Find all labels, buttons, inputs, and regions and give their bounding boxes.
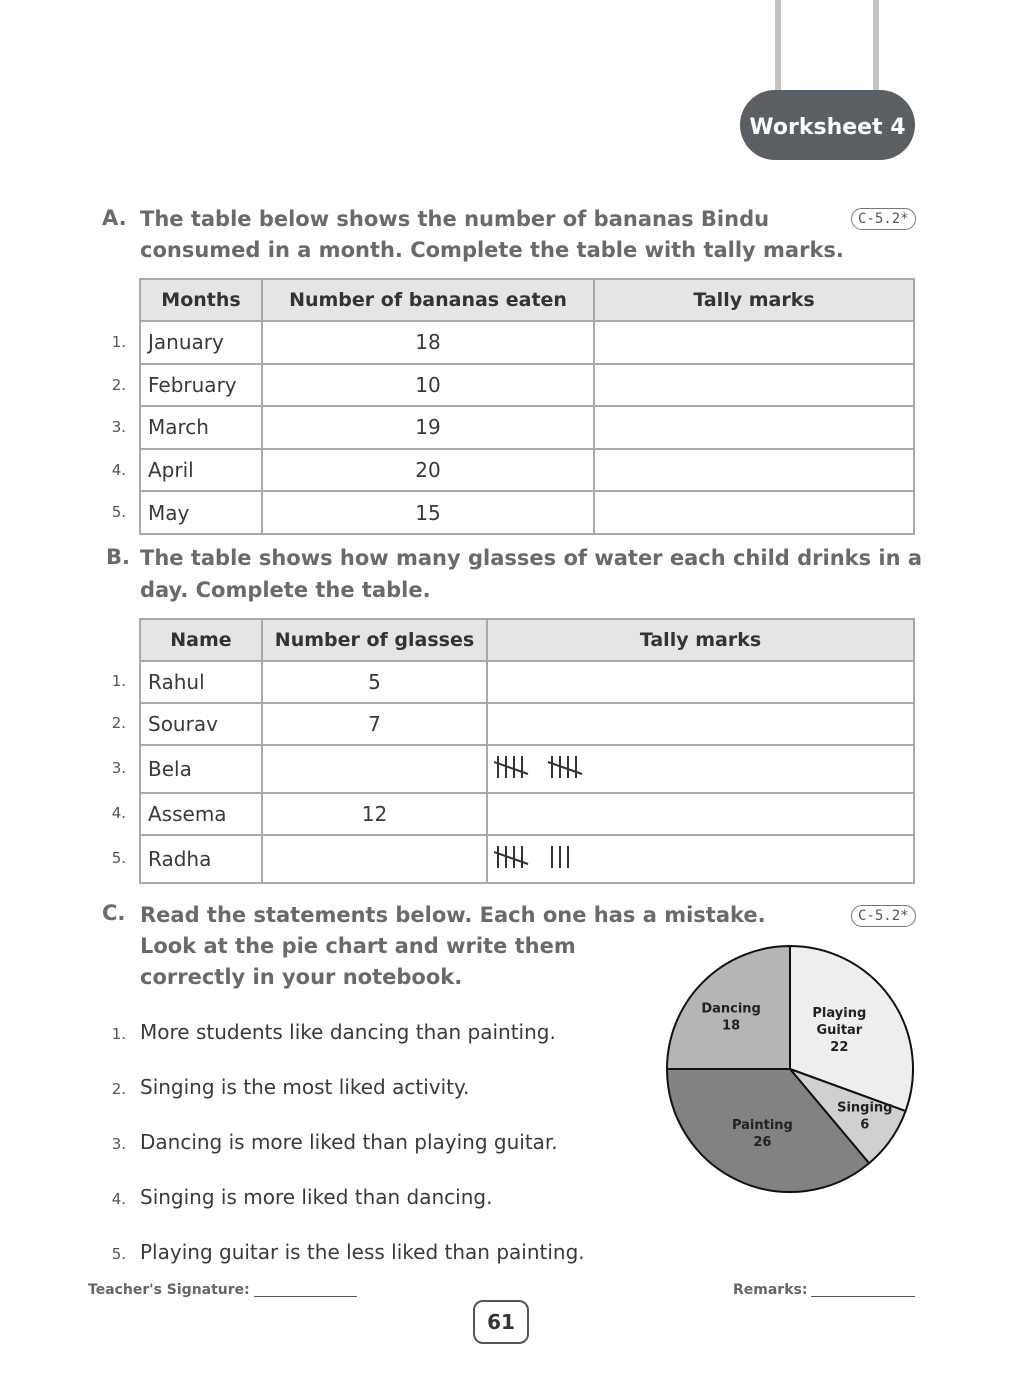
bananas-count-cell: 20 — [262, 449, 594, 492]
page-number — [473, 1300, 529, 1344]
remarks-line — [811, 1296, 915, 1297]
tally-cell[interactable] — [487, 661, 914, 703]
pie-slice-label: Dancing — [701, 1001, 761, 1017]
table-row — [140, 745, 914, 793]
section-a-line1: The table below shows the number of bananas Bindu — [140, 207, 770, 231]
month-cell: March — [140, 406, 262, 449]
pie-slice-value: 22 — [830, 1039, 849, 1055]
table-row — [140, 364, 914, 407]
header-months: Months — [140, 279, 262, 321]
table-row — [140, 661, 914, 703]
statement-number: 4. — [111, 1190, 126, 1208]
tally-cell[interactable] — [594, 321, 914, 364]
row-number: 2. — [111, 375, 126, 394]
section-c-line3: correctly in your notebook. — [140, 965, 463, 989]
table-row — [140, 793, 914, 835]
glasses-count-cell: 7 — [262, 703, 487, 745]
table-row — [140, 703, 914, 745]
table-row — [140, 835, 914, 883]
tag-hanger-right — [873, 0, 879, 100]
tally-group-five — [494, 846, 528, 868]
page-number-text: 61 — [487, 1310, 515, 1334]
header-name: Name — [140, 619, 262, 661]
row-number: 3. — [111, 418, 126, 437]
pie-slice-label: Painting — [731, 1117, 793, 1133]
glasses-count-cell[interactable] — [262, 835, 487, 883]
tally-marks — [494, 842, 582, 872]
bananas-count-cell: 18 — [262, 321, 594, 364]
section-c-code-badge: C-5.2* — [851, 905, 916, 927]
row-number: 4. — [111, 804, 126, 822]
section-a-code-badge: C-5.2* — [851, 208, 916, 230]
statement-text: More students like dancing than painting. — [140, 1020, 556, 1044]
tally-group-five — [494, 756, 528, 778]
child-name-cell: Assema — [140, 793, 262, 835]
child-name-cell: Rahul — [140, 661, 262, 703]
statement-text: Singing is more liked than dancing. — [140, 1185, 493, 1209]
header-bananas: Number of bananas eaten — [262, 279, 594, 321]
glasses-count-cell[interactable] — [262, 745, 487, 793]
row-number: 4. — [111, 460, 126, 479]
tally-cell[interactable] — [594, 491, 914, 534]
section-c-line2: Look at the pie chart and write them — [140, 934, 576, 958]
tally-marks — [494, 752, 612, 782]
tally-cell[interactable] — [594, 406, 914, 449]
teacher-signature-label: Teacher's Signature: — [88, 1282, 250, 1298]
month-cell: April — [140, 449, 262, 492]
pie-slice-label: Singing — [837, 1100, 893, 1116]
child-name-cell: Radha — [140, 835, 262, 883]
tally-cell — [487, 835, 914, 883]
pie-slice-value: 18 — [722, 1018, 741, 1034]
section-a-letter: A. — [102, 206, 127, 230]
header-tally: Tally marks — [594, 279, 914, 321]
table-row — [140, 321, 914, 364]
statement-number: 1. — [111, 1025, 126, 1043]
table-row — [140, 406, 914, 449]
section-b-letter: B. — [106, 545, 130, 569]
child-name-cell: Bela — [140, 745, 262, 793]
statement-text: Singing is the most liked activity. — [140, 1075, 470, 1099]
section-c-line1: Read the statements below. Each one has a mistake. — [140, 903, 766, 927]
child-name-cell: Sourav — [140, 703, 262, 745]
tally-cell[interactable] — [487, 793, 914, 835]
row-number: 3. — [111, 759, 126, 777]
section-a-line2: consumed in a month. Complete the table with tally marks. — [140, 238, 844, 262]
statement-number: 3. — [111, 1135, 126, 1153]
water-glasses-table — [139, 618, 915, 884]
tag-hanger-left — [775, 0, 781, 100]
row-number: 5. — [111, 503, 126, 522]
activities-pie-chart — [660, 938, 920, 1200]
tally-group-five — [548, 756, 582, 778]
statement-number: 5. — [111, 1245, 126, 1263]
section-b-line1: The table shows how many glasses of water each child drinks in a — [140, 546, 923, 570]
table-row — [140, 449, 914, 492]
teacher-signature-line — [254, 1296, 357, 1297]
tally-cell[interactable] — [594, 449, 914, 492]
pie-slice-value: 26 — [753, 1134, 772, 1150]
row-number: 2. — [111, 714, 126, 732]
bananas-count-cell: 15 — [262, 491, 594, 534]
month-cell: January — [140, 321, 262, 364]
header-tally: Tally marks — [487, 619, 914, 661]
section-b-line2: day. Complete the table. — [140, 578, 431, 602]
tally-cell — [487, 745, 914, 793]
statement-text: Playing guitar is the less liked than painting. — [140, 1240, 585, 1264]
remarks-label: Remarks: — [733, 1282, 808, 1298]
month-cell: February — [140, 364, 262, 407]
pie-slice-label: Playing — [812, 1005, 867, 1021]
bananas-count-cell: 10 — [262, 364, 594, 407]
pie-slice-label: Guitar — [816, 1022, 863, 1038]
statement-number: 2. — [111, 1080, 126, 1098]
glasses-count-cell: 5 — [262, 661, 487, 703]
table-row — [140, 491, 914, 534]
tally-cell[interactable] — [594, 364, 914, 407]
bananas-table — [139, 278, 915, 535]
worksheet-title: Worksheet 4 — [740, 90, 915, 160]
glasses-count-cell: 12 — [262, 793, 487, 835]
row-number: 1. — [111, 672, 126, 690]
statement-text: Dancing is more liked than playing guitar. — [140, 1130, 558, 1154]
bananas-count-cell: 19 — [262, 406, 594, 449]
row-number: 1. — [111, 333, 126, 351]
month-cell: May — [140, 491, 262, 534]
tally-cell[interactable] — [487, 703, 914, 745]
section-c-letter: C. — [102, 901, 126, 925]
row-number: 5. — [111, 849, 126, 867]
pie-slice-value: 6 — [860, 1117, 870, 1133]
header-glasses: Number of glasses — [262, 619, 487, 661]
